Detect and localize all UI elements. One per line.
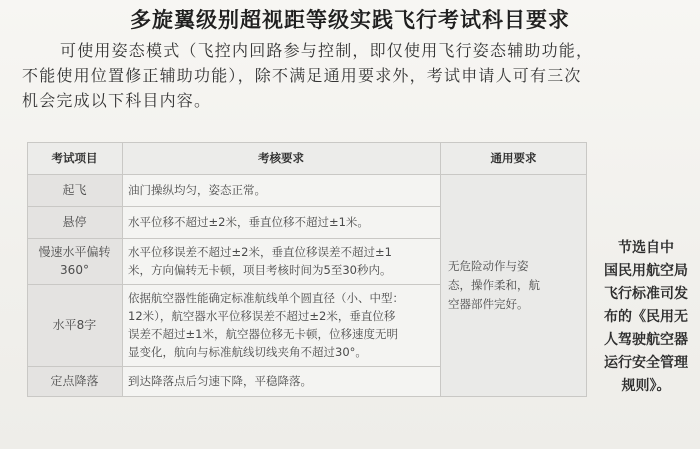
general-requirement-cell: 无危险动作与姿 态，操作柔和，航 空器部件完好。 bbox=[440, 174, 587, 396]
table-divider bbox=[27, 238, 440, 239]
intro-line-2: 不能使用位置修正辅助功能），除不满足通用要求外，考试申请人可有三次 bbox=[22, 66, 582, 85]
row-req-spot-landing: 到达降落点后匀速下降，平稳降落。 bbox=[122, 366, 440, 396]
header-requirement: 考核要求 bbox=[122, 142, 440, 174]
row-req-hover: 水平位移不超过±2米，垂直位移不超过±1米。 bbox=[122, 206, 440, 238]
table-divider bbox=[27, 284, 440, 285]
row-req-figure-eight: 依据航空器性能确定标准航线单个圆直径（小、中型： 12米），航空器水平位移误差不超过±2米，垂直位移 误差不超过±1米，航空器位移无卡顿，位移速度无明 显变化，航向与标准航线切线夹角不超过30°。 bbox=[122, 284, 440, 366]
intro-line-3: 机会完成以下科目内容。 bbox=[22, 91, 212, 110]
table-border-bottom bbox=[27, 396, 587, 397]
table-border-left bbox=[27, 142, 28, 396]
table-border-top bbox=[27, 142, 587, 143]
header-general: 通用要求 bbox=[440, 142, 587, 174]
row-req-slow-yaw: 水平位移误差不超过±2米，垂直位移误差不超过±1 米，方向偏转无卡顿，项目考核时间为5至30秒内。 bbox=[122, 238, 440, 284]
exam-requirements-table bbox=[27, 142, 587, 449]
row-req-takeoff: 油门操纵均匀，姿态正常。 bbox=[122, 174, 440, 206]
table-border-right bbox=[586, 142, 587, 396]
header-exam-item: 考试项目 bbox=[27, 142, 122, 174]
row-name-figure-eight: 水平8字 bbox=[27, 284, 122, 366]
table-divider bbox=[440, 142, 441, 396]
table-divider bbox=[27, 366, 440, 367]
row-name-slow-yaw: 慢速水平偏转 360° bbox=[27, 238, 122, 284]
table-divider bbox=[27, 206, 440, 207]
table-divider bbox=[122, 142, 123, 396]
intro-line-1: 可使用姿态模式（飞控内回路参与控制，即仅使用飞行姿态辅助功能， bbox=[60, 41, 594, 60]
page-title: 多旋翼级别超视距等级实践飞行考试科目要求 bbox=[130, 7, 570, 32]
intro-paragraph bbox=[22, 38, 682, 113]
source-note: 节选自中 国民用航空局 飞行标准司发 布的《民用无 人驾驶航空器 运行安全管理 规则》。 bbox=[604, 240, 688, 394]
row-name-spot-landing: 定点降落 bbox=[27, 366, 122, 396]
row-name-takeoff: 起飞 bbox=[27, 174, 122, 206]
table-divider bbox=[27, 174, 587, 175]
row-name-hover: 悬停 bbox=[27, 206, 122, 238]
